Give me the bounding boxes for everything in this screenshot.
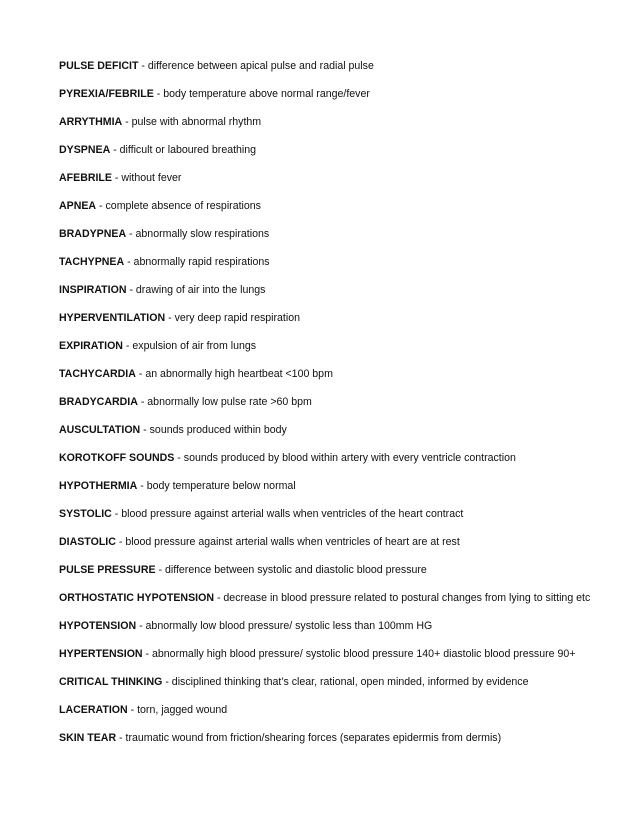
glossary-term: AUSCULTATION — [59, 424, 141, 436]
glossary-definition: - abnormally high blood pressure/ systolic blood pressure 140+ diastolic blood pressure 90+ — [142, 648, 576, 660]
glossary-term: TACHYPNEA — [59, 256, 125, 268]
glossary-entry — [59, 647, 619, 675]
glossary-entry — [59, 339, 619, 367]
glossary-term: DYSPNEA — [59, 144, 111, 156]
glossary-term: HYPERTENSION — [59, 648, 143, 660]
glossary-term: CRITICAL THINKING — [59, 676, 163, 688]
glossary-term: AFEBRILE — [59, 172, 112, 184]
glossary-entry — [59, 143, 619, 171]
glossary-definition: - torn, jagged wound — [127, 704, 228, 716]
glossary-term: SKIN TEAR — [59, 732, 117, 744]
glossary-entry — [59, 675, 619, 703]
glossary-definition: - difficult or laboured breathing — [110, 144, 257, 156]
glossary-term: INSPIRATION — [59, 284, 127, 296]
glossary-term: BRADYCARDIA — [59, 396, 138, 408]
glossary-definition: - abnormally low blood pressure/ systolic less than 100mm HG — [136, 620, 433, 632]
glossary-definition: - decrease in blood pressure related to postural changes from lying to sitting etc — [214, 592, 591, 604]
glossary-term: PULSE DEFICIT — [59, 60, 139, 72]
glossary-definition: - abnormally slow respirations — [126, 228, 270, 240]
glossary-definition: - difference between systolic and diastolic blood pressure — [155, 564, 427, 576]
glossary-term: EXPIRATION — [59, 340, 123, 352]
glossary-entry — [59, 423, 619, 451]
glossary-entry — [59, 199, 619, 227]
glossary-definition: - pulse with abnormal rhythm — [122, 116, 262, 128]
glossary-entry — [59, 451, 619, 479]
glossary-entry — [59, 171, 619, 199]
glossary-definition: - an abnormally high heartbeat <100 bpm — [135, 368, 333, 380]
glossary-term: TACHYCARDIA — [59, 368, 136, 380]
glossary-entry — [59, 283, 619, 311]
glossary-entry — [59, 591, 619, 619]
glossary-term: LACERATION — [59, 704, 128, 716]
glossary-entry — [59, 59, 619, 87]
glossary-list — [59, 59, 619, 759]
glossary-definition: - blood pressure against arterial walls when ventricles of heart are at rest — [115, 536, 460, 548]
glossary-definition: - very deep rapid respiration — [165, 312, 300, 324]
glossary-entry — [59, 115, 619, 143]
glossary-entry — [59, 507, 619, 535]
glossary-definition: - disciplined thinking that’s clear, rational, open minded, informed by evidence — [162, 676, 529, 688]
glossary-entry — [59, 619, 619, 647]
glossary-definition: - body temperature below normal — [137, 480, 296, 492]
glossary-entry — [59, 535, 619, 563]
glossary-definition: - abnormally low pulse rate >60 bpm — [137, 396, 312, 408]
glossary-term: KOROTKOFF SOUNDS — [59, 452, 175, 464]
glossary-term: ARRYTHMIA — [59, 116, 123, 128]
glossary-entry — [59, 479, 619, 507]
glossary-definition: - sounds produced by blood within artery with every ventricle contraction — [174, 452, 516, 464]
glossary-definition: - drawing of air into the lungs — [126, 284, 266, 296]
glossary-term: HYPOTHERMIA — [59, 480, 138, 492]
glossary-term: ORTHOSTATIC HYPOTENSION — [59, 592, 214, 604]
glossary-term: BRADYPNEA — [59, 228, 127, 240]
glossary-definition: - blood pressure against arterial walls when ventricles of the heart contract — [111, 508, 464, 520]
glossary-definition: - difference between apical pulse and radial pulse — [138, 60, 374, 72]
glossary-definition: - sounds produced within body — [140, 424, 287, 436]
glossary-term: SYSTOLIC — [59, 508, 112, 520]
glossary-term: HYPERVENTILATION — [59, 312, 166, 324]
glossary-entry — [59, 311, 619, 339]
glossary-definition: - abnormally rapid respirations — [124, 256, 270, 268]
glossary-definition: - expulsion of air from lungs — [122, 340, 257, 352]
glossary-entry — [59, 255, 619, 283]
glossary-entry — [59, 87, 619, 115]
glossary-term: PULSE PRESSURE — [59, 564, 156, 576]
glossary-entry — [59, 731, 619, 759]
glossary-entry — [59, 367, 619, 395]
glossary-entry — [59, 227, 619, 255]
glossary-term: HYPOTENSION — [59, 620, 137, 632]
glossary-entry — [59, 395, 619, 423]
glossary-term: APNEA — [59, 200, 97, 212]
glossary-entry — [59, 703, 619, 731]
glossary-definition: - complete absence of respirations — [96, 200, 261, 212]
glossary-term: DIASTOLIC — [59, 536, 116, 548]
glossary-entry — [59, 563, 619, 591]
glossary-definition: - body temperature above normal range/fever — [153, 88, 370, 100]
glossary-definition: - traumatic wound from friction/shearing forces (separates epidermis from dermis) — [116, 732, 502, 744]
glossary-definition: - without fever — [111, 172, 182, 184]
glossary-term: PYREXIA/FEBRILE — [59, 88, 154, 100]
